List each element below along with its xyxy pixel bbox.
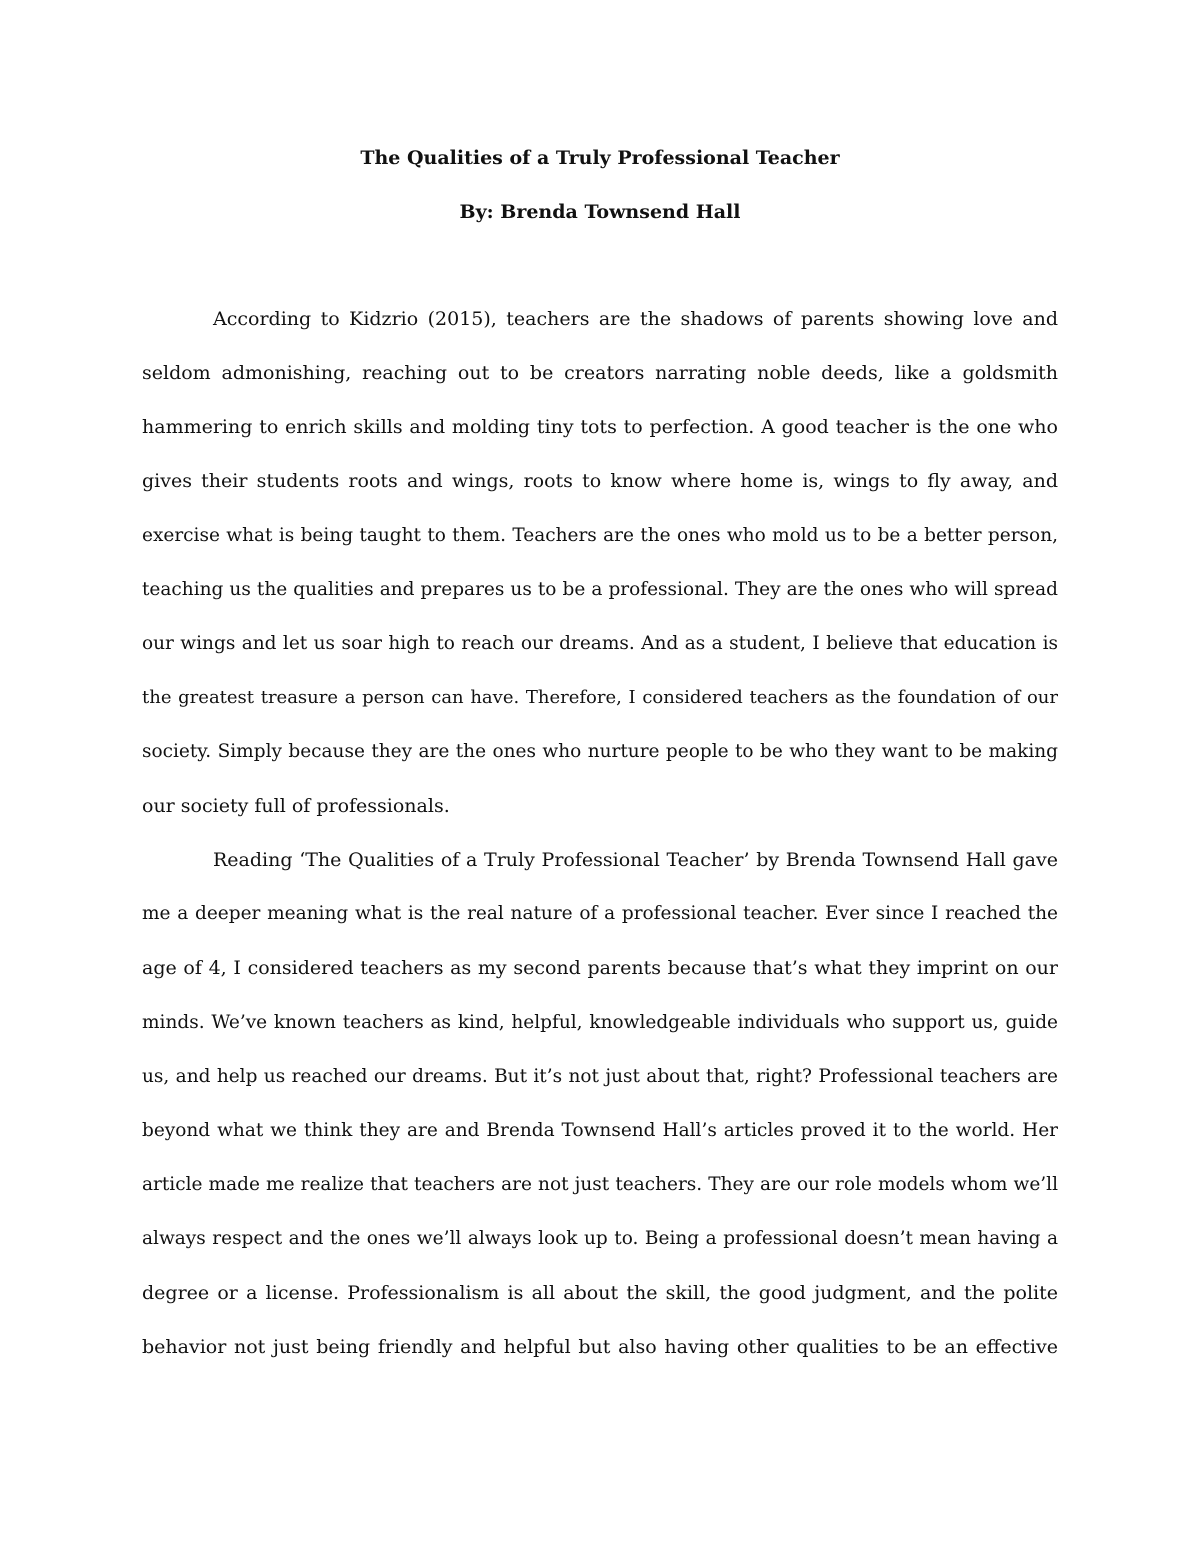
paragraph-2-line: degree or a license. Professionalism is all about the skill, the good judgment, and the polite [142, 1282, 1058, 1304]
paragraph-2-line: beyond what we think they are and Brenda Townsend Hall’s articles proved it to the world. Her [142, 1120, 1058, 1141]
document-byline: By: Brenda Townsend Hall [459, 201, 741, 223]
paragraph-1-line: hammering to enrich skills and molding tiny tots to perfection. A good teacher is the one who [142, 416, 1058, 438]
document-title: The Qualities of a Truly Professional Teacher [360, 147, 840, 169]
paragraph-2-line: always respect and the ones we’ll always look up to. Being a professional doesn’t mean having a [142, 1228, 1058, 1249]
paragraph-2-line: me a deeper meaning what is the real nature of a professional teacher. Ever since I reached the [142, 903, 1058, 924]
paragraph-2-line: behavior not just being friendly and helpful but also having other qualities to be an effective [142, 1336, 1058, 1358]
paragraph-1-line: seldom admonishing, reaching out to be creators narrating noble deeds, like a goldsmith [142, 362, 1058, 384]
paragraph-1-line: gives their students roots and wings, roots to know where home is, wings to fly away, and [142, 470, 1058, 492]
paragraph-1-line: the greatest treasure a person can have. Therefore, I considered teachers as the foundation of our [142, 687, 1058, 708]
paragraph-2-line: article made me realize that teachers are not just teachers. They are our role models whom we’ll [142, 1174, 1058, 1195]
paragraph-2-line: minds. We’ve known teachers as kind, helpful, knowledgeable individuals who support us, guide [142, 1012, 1058, 1033]
paragraph-1-line: our wings and let us soar high to reach our dreams. And as a student, I believe that education is [142, 633, 1058, 654]
paragraph-1-line: our society full of professionals. [142, 795, 450, 817]
paragraph-1-line: According to Kidzrio (2015), teachers are the shadows of parents showing love and [213, 308, 1058, 330]
paragraph-1-line: society. Simply because they are the ones who nurture people to be who they want to be making [142, 741, 1058, 762]
paragraph-2-line: age of 4, I considered teachers as my second parents because that’s what they imprint on our [142, 957, 1058, 979]
paragraph-1-line: teaching us the qualities and prepares us to be a professional. They are the ones who will spread [142, 579, 1058, 600]
paragraph-2-line: Reading ‘The Qualities of a Truly Professional Teacher’ by Brenda Townsend Hall gave [213, 849, 1058, 871]
paragraph-1-line: exercise what is being taught to them. Teachers are the ones who mold us to be a better person, [142, 525, 1058, 546]
paragraph-2-line: us, and help us reached our dreams. But it’s not just about that, right? Professional teachers are [142, 1066, 1058, 1087]
